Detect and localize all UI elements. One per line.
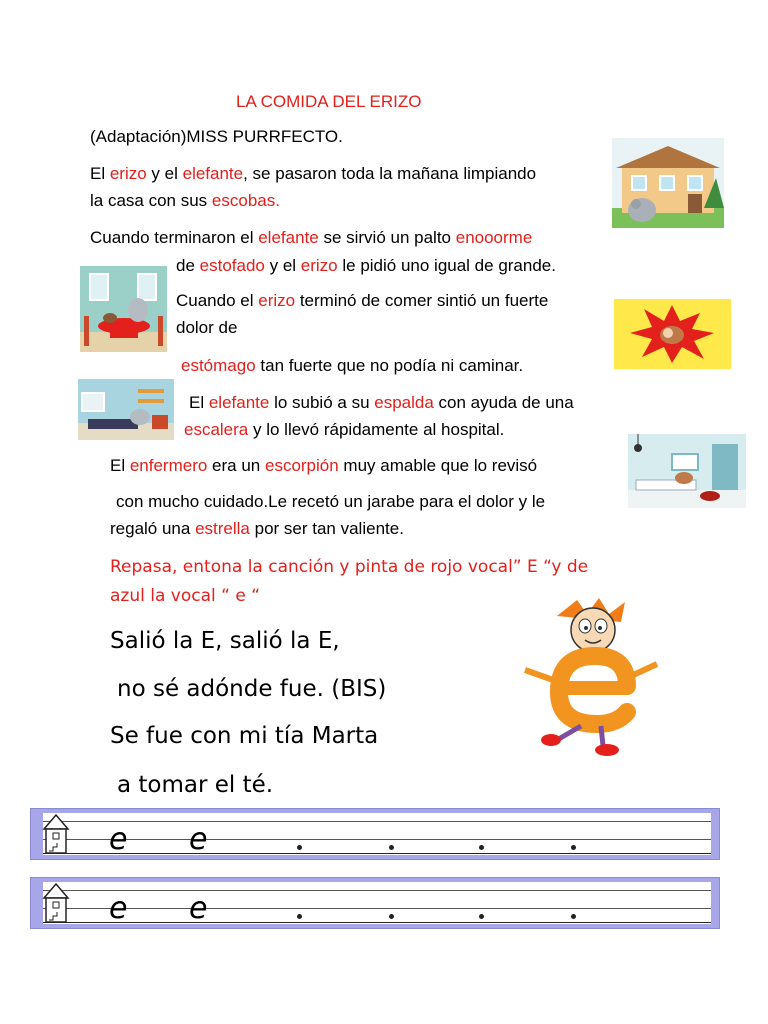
trace-letter: e [109, 891, 128, 926]
highlight-word: espalda [374, 393, 434, 412]
highlight-word: escalera [184, 420, 249, 439]
song-line: a tomar el té. [117, 772, 274, 798]
text: le pidió uno igual de grande. [337, 256, 556, 275]
highlight-word: elefante [208, 393, 270, 412]
stomach-ache-scene [614, 299, 731, 369]
instruction-line: Repasa, entona la canción y pinta de rojo vocal” E “y de [110, 557, 589, 577]
trace-dot [297, 845, 302, 850]
trace-dot [479, 914, 484, 919]
trace-letter: e [109, 822, 128, 857]
guide-line [43, 890, 711, 891]
trace-dot [571, 914, 576, 919]
text: El [90, 164, 110, 183]
dining-scene [80, 266, 167, 352]
text: de [176, 256, 200, 275]
highlight-word: escobas. [211, 191, 280, 210]
text: era un [207, 456, 265, 475]
text: regaló una [110, 519, 196, 538]
text: se sirvió un palto [318, 228, 456, 247]
story-line: dolor de [176, 318, 238, 337]
guide-line [43, 922, 711, 923]
highlight-word: erizo [300, 256, 338, 275]
story-line [110, 456, 537, 476]
text: por ser tan valiente. [249, 519, 404, 538]
author-line: (Adaptación)MISS PURRFECTO. [90, 127, 343, 146]
guide-line [43, 853, 711, 854]
story-line [90, 228, 532, 248]
text: Cuando el [176, 291, 259, 310]
letter-e-character [517, 596, 672, 762]
instruction-line: azul la vocal “ e “ [110, 586, 261, 606]
trace-dot [479, 845, 484, 850]
text: con ayuda de una [433, 393, 574, 412]
bedroom-scene [78, 379, 174, 440]
highlight-word: estrella [195, 519, 250, 538]
song-line: Salió la E, salió la E, [110, 628, 340, 654]
trace-dot [571, 845, 576, 850]
trace-dot [389, 845, 394, 850]
song-line: Se fue con mi tía Marta [110, 723, 379, 749]
highlight-word: erizo [258, 291, 296, 310]
story-line: con mucho cuidado.Le recetó un jarabe para el dolor y le [116, 492, 546, 511]
story-line [90, 164, 536, 184]
story-line [176, 256, 556, 276]
trace-letter: e [189, 822, 208, 857]
text: y el [264, 256, 301, 275]
story-line [184, 420, 504, 440]
trace-dot [297, 914, 302, 919]
text: lo subió a su [269, 393, 375, 412]
text: tan fuerte que no podía ni caminar. [255, 356, 524, 375]
house-scene [612, 138, 724, 228]
highlight-word: enfermero [129, 456, 208, 475]
song-line: no sé adónde fue. (BIS) [117, 676, 387, 702]
highlight-word: estómago [181, 356, 256, 375]
practice-strip [30, 808, 720, 860]
highlight-word: enooorme [455, 228, 533, 247]
text: El [189, 393, 209, 412]
text: El [110, 456, 130, 475]
writing-area[interactable] [43, 813, 711, 855]
story-line [181, 356, 523, 376]
trace-dot [389, 914, 394, 919]
highlight-word: elefante [258, 228, 319, 247]
story-line [189, 393, 574, 413]
text: , se pasaron toda la mañana limpiando [243, 164, 537, 183]
highlight-word: erizo [109, 164, 147, 183]
story-line [110, 519, 404, 539]
text: la casa con sus [90, 191, 212, 210]
guide-line [43, 839, 711, 840]
house-icon [41, 811, 71, 862]
practice-strip [30, 877, 720, 929]
guide-line [43, 821, 711, 822]
trace-letter: e [189, 891, 208, 926]
guide-line [43, 908, 711, 909]
text: y el [146, 164, 183, 183]
hospital-scene [628, 434, 746, 508]
text: terminó de comer sintió un fuerte [295, 291, 549, 310]
page-title: LA COMIDA DEL ERIZO [236, 92, 422, 111]
highlight-word: estofado [199, 256, 265, 275]
text: muy amable que lo revisó [338, 456, 538, 475]
house-icon [41, 880, 71, 931]
text: y lo llevó rápidamente al hospital. [248, 420, 505, 439]
highlight-word: elefante [182, 164, 244, 183]
writing-area[interactable] [43, 882, 711, 924]
story-line [90, 191, 280, 211]
story-line [176, 291, 548, 311]
text: Cuando terminaron el [90, 228, 259, 247]
highlight-word: escorpión [264, 456, 339, 475]
